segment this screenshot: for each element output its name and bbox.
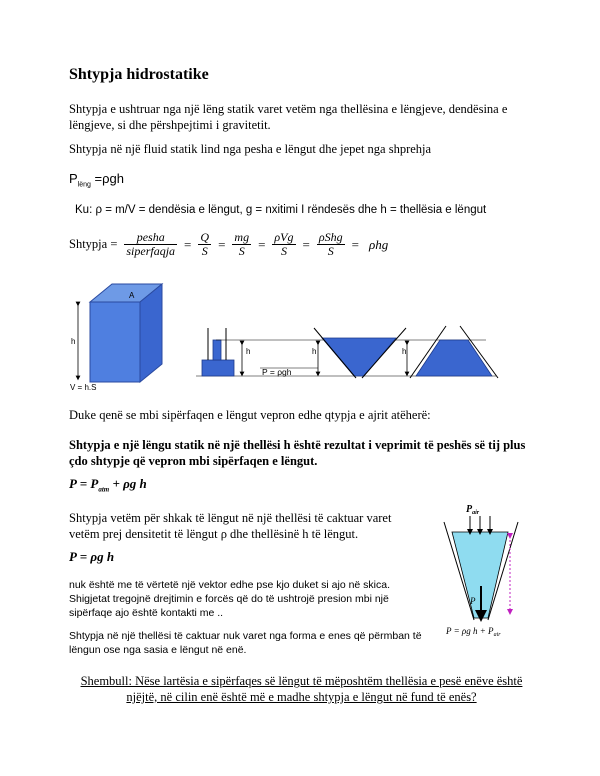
intro-paragraph: Shtypja e ushtruar nga një lëng statik varet vetëm nga thellësina e lëngjeve, dendësina e lëngjeve, si dhe përshpejtimi i gravitetit. [69, 102, 508, 132]
formula-sub: lëng [77, 181, 91, 189]
frac-den: siperfaqja [126, 244, 176, 258]
formula3-p: P = P [69, 476, 99, 491]
prism-label-v: V = h.S [70, 383, 97, 392]
fraction-rhoshg [317, 231, 345, 258]
frac-num: ρVg [274, 230, 294, 244]
formula-p: P [69, 171, 78, 186]
prism-label-a: A [129, 291, 135, 300]
prism-diagram [78, 284, 162, 382]
formula-total-pressure [69, 476, 147, 494]
pressure-label: P = ρgh [262, 367, 292, 377]
page-title: Shtypja hidrostatike [69, 66, 209, 83]
vector-note-paragraph: nuk është me të vërtetë një vektor edhe pse kjo duket si ajo në skica. Shigjetat tregojnë drejtimin e forcës që do të ushtrojë presion mbi një sipërfaqe ajo është kontakti me .. [69, 579, 391, 619]
triangle-label-h: h [402, 347, 407, 356]
density-paragraph: Shtypja vetëm për shkak të lëngut në një thellësi të caktuar varet vetëm prej densitetit të lëngut ρ dhe thellësinë h të lëngut. [69, 511, 392, 541]
frac-den: S [327, 244, 334, 258]
definitions-line: Ku: ρ = m/V = dendësia e lëngut, g = nxitimi I rëndesës dhe h = thellësia e lëngut [75, 204, 487, 216]
frac-num: ρShg [318, 230, 343, 244]
example-question: Shembull: Nëse lartësia e sipërfaqes së lëngut të mëposhtëm thellësia e pesë enëve është njëjtë, në cilin enë është më e madhe shtypja e lëngut në fund të enës? [80, 674, 523, 704]
formula2-result: ρhg [368, 236, 389, 252]
fluid-paragraph: Shtypja në një fluid statik lind nga pesha e lëngut dhe jepet nga shprehja [69, 142, 432, 156]
fraction-rhovg [272, 231, 295, 258]
shape-independence-paragraph: Shtypja në një thellësi të caktuar nuk varet nga forma e enes që përmban të lëngun ose nga sasia e lëngut në enë. [69, 630, 422, 656]
frac-num: Q [200, 230, 210, 244]
definition-bold-paragraph: Shtypja e një lëngu statik në një thellësi h është rezultat i veprimit të peshës së tij plus çdo shtypje që vepron mbi sipërfaqen e lëngut. [69, 438, 526, 468]
frac-num: pesha [124, 231, 177, 245]
p-total-label: P = ρg $h + P_{air}$ [446, 626, 501, 638]
tube-container [202, 328, 234, 376]
prism-label-h: h [71, 337, 76, 346]
frac-den: S [201, 244, 208, 258]
formula3-rest: + ρg h [109, 476, 147, 491]
frac-num: mg [234, 230, 250, 244]
narrow-top-container [416, 340, 492, 376]
formula3-sub: atm [98, 485, 110, 494]
fraction-pesha [124, 231, 177, 258]
atmosphere-paragraph: Duke qenë se mbi sipërfaqen e lëngut vepron edhe qtypja e ajrit atëherë: [69, 408, 431, 422]
fraction-mg [232, 231, 251, 258]
formula-pressure-derivation [69, 231, 391, 258]
tube-label-h: h [246, 347, 251, 356]
fraction-q [198, 231, 211, 258]
equals-sign: = [302, 236, 310, 252]
equals-sign: = [351, 236, 359, 252]
formula-liquid-pressure: P = ρg h [69, 549, 115, 564]
trapezoid-label-h: h [312, 347, 317, 356]
frac-den: S [238, 244, 245, 258]
wide-top-container [322, 338, 396, 376]
hydrostatic-figure [66, 282, 526, 392]
p-air-label: $P_{air}$ [466, 504, 480, 516]
equals-sign: = [184, 236, 192, 252]
p-depth-label: P [470, 596, 476, 606]
formula-pressure-liquid [69, 171, 124, 189]
equals-sign: = [218, 236, 226, 252]
equals-sign: = [258, 236, 266, 252]
frac-den: S [280, 244, 287, 258]
formula-rest: =ρgh [90, 171, 124, 186]
cone-pressure-figure [430, 500, 540, 640]
formula2-lhs: Shtypja = [69, 237, 118, 251]
